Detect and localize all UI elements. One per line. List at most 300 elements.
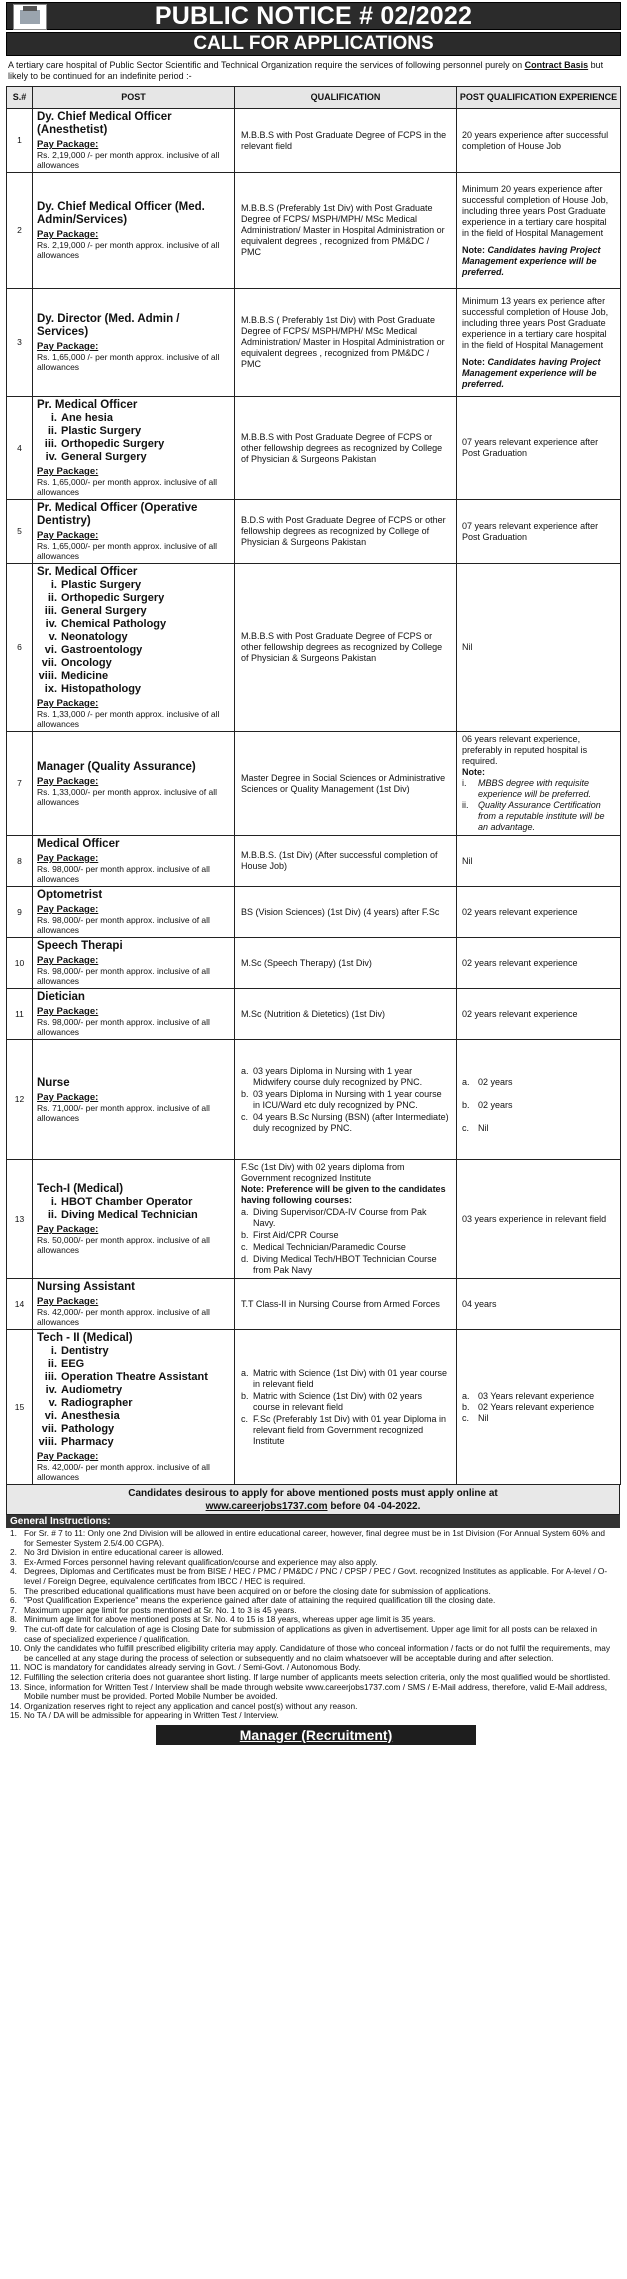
pay-package-value: Rs. 98,000/- per month approx. inclusive of all allowances (37, 915, 210, 935)
instruction-number: 10. (10, 1643, 22, 1654)
row-number: 7 (7, 732, 33, 836)
row-number: 14 (7, 1279, 33, 1330)
qualification-text: M.B.B.S with Post Graduate Degree of FCPS or other fellowship degrees as recognized by College of Physician & Surgeons Pakistan (241, 431, 443, 464)
post-subspecialty (37, 631, 230, 644)
qualification-item (241, 1066, 450, 1088)
row-number: 4 (7, 397, 33, 500)
experience-cell (457, 732, 621, 836)
subspecialty-number: ii. (47, 425, 57, 437)
row-number: 2 (7, 173, 33, 289)
instruction-item (10, 1529, 616, 1548)
subspecialty-name: Audiometry (61, 1384, 123, 1396)
subspecialty-name: Ane hesia (61, 412, 113, 424)
post-cell (33, 173, 235, 289)
subspecialty-number: iii. (44, 605, 57, 617)
experience-cell (457, 173, 621, 289)
subspecialty-number: ii. (47, 592, 57, 604)
instruction-text: Organization reserves right to reject any application and cancel post(s) without any reason. (24, 1700, 358, 1711)
instruction-text: Minimum age limit for above mentioned posts at Sr. No. 4 to 15 is 18 years, whereas upper age limit is 35 years. (24, 1614, 436, 1625)
experience-cell (457, 1330, 621, 1485)
pay-package-label: Pay Package: (37, 530, 99, 541)
instruction-text: Degrees, Diplomas and Certificates must be from BISE / HEC / PMC / PM&DC / PNC / CPSP / PEC / Govt. recognized Institutes as applicable. For A-level / O-level / Foreign Degree, equivalence certificates from IBCC / HEC is required. (24, 1566, 608, 1586)
pay-package-value: Rs. 1,65,000/- per month approx. inclusive of all allowances (37, 541, 218, 561)
row-number: 10 (7, 938, 33, 989)
qualification-cell (235, 289, 457, 397)
subspecialty-name: Gastroentology (61, 644, 143, 656)
table-row (7, 564, 621, 732)
pay-package-label: Pay Package: (37, 1091, 99, 1103)
apply-online-band: Candidates desirous to apply for above mentioned posts must apply online at www.careerjobs1737.com before 04 -04-2022. (6, 1485, 620, 1515)
item-text: Nil (478, 1123, 489, 1133)
post-subspecialty (37, 670, 230, 683)
instruction-text: Only the candidates who fulfill prescribed eligibility criteria may apply. Candidature of those who conceal information / facts or do not fulfil the requirements, may be cancelled at any stage during the process of selection or subsequently and no claim whatsoever will be acceptable during and after selection. (24, 1643, 610, 1663)
instruction-text: Ex-Armed Forces personnel having relevant qualification/course and experience may also apply. (24, 1556, 378, 1567)
item-marker: a. (462, 1390, 470, 1401)
instructions-list (6, 1528, 620, 1721)
item-marker: a. (241, 1066, 249, 1076)
pay-package-value: Rs. 1,65,000/- per month approx. inclusive of all allowances (37, 477, 218, 497)
instruction-number: 14. (10, 1700, 22, 1711)
item-marker: b. (462, 1100, 470, 1110)
item-text: Diving Supervisor/CDA-IV Course from Pak Navy. (253, 1207, 427, 1228)
experience-item (462, 1413, 615, 1424)
qualification-cell (235, 397, 457, 500)
post-cell (33, 732, 235, 836)
pay-package-label: Pay Package: (37, 698, 99, 709)
subspecialty-number: iv. (45, 451, 57, 463)
subspecialty-number: vi. (44, 644, 57, 656)
instruction-item (10, 1625, 616, 1644)
qualification-text: T.T Class-II in Nursing Course from Armed Forces (241, 1298, 440, 1309)
instruction-number: 1. (10, 1528, 17, 1538)
table-row (7, 109, 621, 173)
subspecialty-number: iv. (45, 618, 57, 630)
post-title: Dy. Director (Med. Admin / Services) (37, 313, 180, 338)
pay-package-label: Pay Package: (37, 1451, 99, 1462)
table-row (7, 397, 621, 500)
post-cell (33, 1040, 235, 1160)
experience-text: 06 years relevant experience, preferably in reputed hospital is required. (462, 734, 588, 766)
instruction-text: The cut-off date for calculation of age is Closing Date for submission of applications as given in advertisement. Upper age limit for all posts can be relaxed in case of specialized experience / qualification. (24, 1623, 598, 1644)
row-number: 1 (7, 109, 33, 173)
subspecialty-number: v. (48, 631, 57, 643)
item-marker: a. (241, 1207, 249, 1217)
pay-package-label: Pay Package: (37, 1006, 99, 1017)
pay-package-value: Rs. 98,000/- per month approx. inclusive of all allowances (37, 864, 210, 884)
item-text: 02 Years relevant experience (478, 1401, 595, 1412)
qualification-cell (235, 564, 457, 732)
post-subspecialty (37, 425, 230, 438)
qualification-text: M.B.B.S ( Preferably 1st Div) with Post Graduate Degree of FCPS/ MSPH/MPH/ MSc Medical Administration/ Master in Hospital Administration or equivalent degrees , recognized from PM&DC / PMC (241, 315, 445, 369)
post-cell (33, 564, 235, 732)
item-text: 02 years (478, 1100, 513, 1110)
subspecialty-name: General Surgery (61, 605, 147, 617)
col-header-qualification: QUALIFICATION (235, 87, 457, 109)
pay-package-value: Rs. 71,000/- per month approx. inclusive of all allowances (37, 1102, 210, 1123)
pay-package-label: Pay Package: (37, 229, 99, 240)
post-cell (33, 887, 235, 938)
qualification-text: M.Sc (Speech Therapy) (1st Div) (241, 957, 372, 968)
instruction-number: 7. (10, 1604, 17, 1615)
subspecialty-number: v. (48, 1397, 57, 1409)
pay-package-label: Pay Package: (37, 139, 99, 150)
subspecialty-number: ii. (47, 1209, 57, 1221)
organization-logo-icon (13, 4, 47, 30)
instruction-text: Maximum upper age limit for posts mentioned at Sr. No. 1 to 3 is 45 years. (24, 1604, 297, 1615)
table-header-row (7, 87, 621, 109)
post-title: Manager (Quality Assurance) (37, 760, 196, 773)
instruction-text: The prescribed educational qualifications must have been acquired on or before the closing date for submission of applications. (24, 1585, 491, 1596)
qualification-cell (235, 836, 457, 887)
qualification-cell (235, 732, 457, 836)
subspecialty-name: Medicine (61, 670, 109, 682)
post-title: Tech-I (Medical) (37, 1183, 124, 1195)
table-row (7, 289, 621, 397)
subspecialty-name: Anesthesia (61, 1410, 120, 1422)
qualification-item (241, 1254, 450, 1276)
post-subspecialty (37, 683, 230, 696)
pay-package-value: Rs. 98,000/- per month approx. inclusive of all allowances (37, 1017, 210, 1037)
instruction-number: 8. (10, 1614, 17, 1625)
pay-package-label: Pay Package: (37, 466, 99, 477)
item-marker: b. (241, 1391, 249, 1401)
experience-text: Nil (462, 642, 473, 652)
subspecialty-name: Oncology (61, 657, 112, 669)
item-text: 03 years Diploma in Nursing with 1 year Midwifery course duly recognized by PNC. (253, 1066, 423, 1087)
experience-cell (457, 989, 621, 1040)
row-number: 8 (7, 836, 33, 887)
instruction-number: 12. (10, 1671, 22, 1682)
qualification-cell (235, 500, 457, 564)
post-subspecialty (37, 1358, 230, 1371)
post-subspecialty (37, 1371, 230, 1384)
pay-package-value: Rs. 1,65,000 /- per month approx. inclusive of all allowances (37, 352, 220, 372)
signatory: Manager (Recruitment) (239, 1726, 393, 1743)
apply-link[interactable]: www.careerjobs1737.com (205, 1501, 328, 1512)
qualification-text: M.B.B.S with Post Graduate Degree of FCPS in the relevant field (241, 129, 447, 151)
col-header-post: POST (33, 87, 235, 109)
subspecialty-name: Operation Theatre Assistant (61, 1371, 208, 1383)
item-text: Quality Assurance Certification from a reputable institute will be an advantage. (478, 800, 605, 832)
post-subspecialty (37, 1423, 230, 1436)
instruction-number: 3. (10, 1556, 17, 1567)
post-subspecialty (37, 1397, 230, 1410)
subspecialty-number: iii. (44, 1371, 57, 1383)
instruction-number: 2. (10, 1547, 17, 1558)
pay-package-label: Pay Package: (37, 1296, 99, 1307)
item-text: 02 years (478, 1077, 513, 1087)
post-title: Tech - II (Medical) (37, 1332, 133, 1344)
item-text: Medical Technician/Paramedic Course (253, 1242, 406, 1252)
post-title: Sr. Medical Officer (37, 566, 138, 578)
table-row (7, 173, 621, 289)
experience-cell (457, 564, 621, 732)
experience-cell (457, 1160, 621, 1279)
notice-title: PUBLIC NOTICE # 02/2022 (154, 1, 473, 30)
qualification-note (241, 1184, 450, 1206)
post-subspecialty (37, 438, 230, 451)
instruction-text: No 3rd Division in entire educational career is allowed. (24, 1547, 224, 1558)
pay-package-value: Rs. 1,33,000 /- per month approx. inclusive of all allowances (37, 709, 220, 729)
item-text: 04 years B.Sc Nursing (BSN) (after Intermediate) duly recognized by PNC. (253, 1112, 449, 1133)
signature-band (156, 1725, 476, 1745)
subspecialty-number: vii. (41, 657, 57, 669)
item-text: MBBS degree with requisite experience will be preferred. (478, 778, 592, 799)
qualification-text: B.D.S with Post Graduate Degree of FCPS or other fellowship degrees as recognized by College of Physician & Surgeons Pakistan (241, 515, 446, 547)
subspecialty-number: i. (50, 412, 57, 424)
item-marker: a. (462, 1077, 470, 1087)
experience-cell (457, 938, 621, 989)
subspecialty-number: iii. (44, 438, 57, 450)
subspecialty-name: Orthopedic Surgery (61, 592, 165, 604)
table-row (7, 500, 621, 564)
post-subspecialty (37, 451, 230, 464)
post-subspecialty (37, 618, 230, 631)
qualification-cell (235, 1040, 457, 1160)
post-subspecialty (37, 1209, 230, 1222)
pay-package-label: Pay Package: (37, 775, 99, 787)
post-title: Dy. Chief Medical Officer (Med. Admin/Services) (37, 201, 205, 226)
post-cell (33, 938, 235, 989)
post-title: Optometrist (37, 889, 103, 901)
qualification-cell (235, 173, 457, 289)
subspecialty-name: Chemical Pathology (61, 618, 167, 630)
row-number: 3 (7, 289, 33, 397)
post-subspecialty (37, 1410, 230, 1423)
post-subspecialty (37, 605, 230, 618)
subspecialty-number: vii. (41, 1423, 57, 1435)
experience-item (462, 1077, 615, 1088)
post-title: Dietician (37, 991, 85, 1003)
pay-package-value: Rs. 2,19,000 /- per month approx. inclusive of all allowances (37, 150, 220, 170)
item-text: 03 Years relevant experience (478, 1390, 595, 1401)
post-title: Pr. Medical Officer (Operative Dentistry) (37, 502, 198, 527)
qualification-item (241, 1207, 450, 1229)
table-row (7, 1279, 621, 1330)
experience-cell (457, 1279, 621, 1330)
post-subspecialty (37, 1384, 230, 1397)
experience-cell (457, 887, 621, 938)
qualification-text: M.B.B.S (Preferably 1st Div) with Post Graduate Degree of FCPS/ MSPH/MPH/ MSc Medical Administration/ Master in Hospital Administration or equivalent degrees , recognized from PM&DC / PMC (241, 203, 445, 257)
item-text: First Aid/CPR Course (253, 1230, 339, 1240)
experience-cell (457, 1040, 621, 1160)
qualification-text: M.Sc (Nutrition & Dietetics) (1st Div) (241, 1008, 386, 1019)
experience-cell (457, 836, 621, 887)
experience-item (462, 1402, 615, 1413)
post-cell (33, 989, 235, 1040)
post-cell (33, 500, 235, 564)
experience-text: 04 years (462, 1298, 497, 1309)
instruction-number: 4. (10, 1566, 17, 1577)
item-text: Diving Medical Tech/HBOT Technician Course from Pak Navy (253, 1254, 437, 1275)
note-text: Preference will be given to the candidates having following courses: (241, 1184, 446, 1205)
post-cell (33, 1160, 235, 1279)
row-number: 11 (7, 989, 33, 1040)
instruction-number: 5. (10, 1585, 17, 1596)
item-marker: c. (241, 1242, 249, 1252)
qualification-item (241, 1230, 450, 1241)
item-marker: b. (462, 1401, 470, 1412)
post-title: Nurse (37, 1076, 70, 1089)
post-cell (33, 397, 235, 500)
instruction-number: 11. (10, 1662, 21, 1673)
instruction-text: No TA / DA will be admissible for appearing in Written Test / Interview. (24, 1710, 279, 1721)
subspecialty-number: vi. (44, 1410, 57, 1422)
post-cell (33, 109, 235, 173)
item-marker: c. (462, 1123, 470, 1133)
note-label: Note: (241, 1184, 264, 1194)
subspecialty-name: Dentistry (61, 1345, 109, 1357)
qualification-item (241, 1242, 450, 1253)
experience-item (462, 1391, 615, 1402)
col-header-experience: POST QUALIFICATION EXPERIENCE (457, 87, 621, 109)
pay-package-label: Pay Package: (37, 853, 99, 864)
item-marker: b. (241, 1230, 249, 1240)
pay-package-value: Rs. 42,000/- per month approx. inclusive of all allowances (37, 1462, 210, 1482)
subtitle-band (6, 32, 621, 56)
qualification-cell (235, 1279, 457, 1330)
table-row (7, 1330, 621, 1485)
item-marker: i. (462, 778, 467, 788)
row-number: 15 (7, 1330, 33, 1485)
note-label: Note: (462, 244, 485, 255)
post-subspecialty (37, 1436, 230, 1449)
instruction-number: 6. (10, 1595, 17, 1606)
item-text: Matric with Science (1st Div) with 02 years course in relevant field (253, 1391, 423, 1412)
experience-text: 02 years relevant experience (462, 1008, 578, 1019)
instructions-title: General Instructions: (6, 1515, 620, 1528)
note-text: Candidates having Project Management experience will be preferred. (462, 356, 601, 389)
qualification-cell (235, 109, 457, 173)
subspecialty-number: viii. (38, 1436, 57, 1448)
item-text: Nil (478, 1412, 489, 1423)
experience-item (462, 800, 615, 833)
experience-item (462, 1123, 615, 1134)
table-row (7, 732, 621, 836)
item-marker: c. (241, 1414, 249, 1424)
subspecialty-name: Pharmacy (61, 1436, 114, 1448)
qualification-cell (235, 989, 457, 1040)
experience-note (462, 245, 615, 278)
instruction-item (10, 1711, 616, 1721)
post-title: Nursing Assistant (37, 1281, 135, 1293)
table-row (7, 1040, 621, 1160)
qualification-cell (235, 887, 457, 938)
subspecialty-number: i. (50, 1196, 57, 1208)
post-subspecialty (37, 592, 230, 605)
qualification-text: M.B.B.S. (1st Div) (After successful completion of House Job) (241, 850, 438, 871)
item-text: F.Sc (Preferably 1st Div) with 01 year Diploma in relevant field from Government recognized Institute (253, 1414, 447, 1446)
experience-text: 07 years relevant experience after Post Graduation (462, 437, 599, 458)
post-title: Medical Officer (37, 838, 120, 850)
qualification-cell (235, 938, 457, 989)
pay-package-label: Pay Package: (37, 341, 99, 352)
post-cell (33, 1330, 235, 1485)
table-row (7, 887, 621, 938)
table-row (7, 836, 621, 887)
experience-note (462, 357, 615, 390)
experience-text: 03 years experience in relevant field (462, 1213, 607, 1224)
post-cell (33, 289, 235, 397)
row-number: 6 (7, 564, 33, 732)
subspecialty-name: Pathology (61, 1423, 115, 1435)
notice-title-band (6, 2, 621, 30)
experience-cell (457, 289, 621, 397)
post-title: Pr. Medical Officer (37, 399, 138, 411)
qualification-item (241, 1391, 450, 1413)
subspecialty-number: ix. (44, 683, 57, 695)
subspecialty-name: Orthopedic Surgery (61, 438, 165, 450)
post-subspecialty (37, 412, 230, 425)
item-text: 03 years Diploma in Nursing with 1 year course in ICU/Ward etc duly recognized by PNC. (253, 1089, 442, 1110)
post-title: Speech Therapi (37, 940, 123, 952)
experience-text: 02 years relevant experience (462, 906, 578, 917)
note-label: Note: (462, 767, 485, 777)
experience-text: Minimum 20 years experience after successful completion of House Job, including three years Post Graduate experience in a tertiary care hospital in the field of Hospital Management (462, 183, 609, 238)
instruction-number: 9. (10, 1623, 17, 1634)
experience-cell (457, 397, 621, 500)
pay-package-value: Rs. 98,000/- per month approx. inclusive of all allowances (37, 966, 210, 986)
post-subspecialty (37, 644, 230, 657)
post-cell (33, 836, 235, 887)
pay-package-value: Rs. 50,000/- per month approx. inclusive of all allowances (37, 1235, 210, 1255)
qualification-text: F.Sc (1st Div) with 02 years diploma from Government recognized Institute (241, 1162, 405, 1183)
experience-text: 20 years experience after successful completion of House Job (462, 129, 609, 151)
notice-subtitle: CALL FOR APPLICATIONS (193, 33, 434, 54)
subspecialty-name: Histopathology (61, 683, 142, 695)
experience-text: Minimum 13 years ex perience after successful completion of House Job, including three years Post Graduate experience in a tertiary care hospital in the field of Hospital Management (462, 295, 609, 350)
pay-package-label: Pay Package: (37, 955, 99, 966)
pay-package-value: Rs. 1,33,000/- per month approx. inclusive of all allowances (37, 786, 218, 807)
instruction-text: "Post Qualification Experience" means the experience gained after date of attaining the required qualification till the closing date. (24, 1595, 496, 1606)
qualification-text: BS (Vision Sciences) (1st Div) (4 years) after F.Sc (241, 906, 440, 917)
col-header-sr: S.# (7, 87, 33, 109)
item-marker: c. (462, 1412, 470, 1423)
instruction-number: 15. (10, 1710, 22, 1721)
subspecialty-number: ii. (47, 1358, 57, 1370)
instruction-text: Since, information for Written Test / Interview shall be made through website www.careerjobs1737.com / SMS / E-Mail address, therefore, valid E-Mail address, Mobile number must be provided. Ported Mobile Number be avoided. (24, 1681, 608, 1702)
subspecialty-name: Neonatology (61, 631, 128, 643)
post-cell (33, 1279, 235, 1330)
experience-cell (457, 500, 621, 564)
qualification-item (241, 1368, 450, 1390)
experience-text: 02 years relevant experience (462, 957, 578, 968)
post-subspecialty (37, 1196, 230, 1209)
qualification-item (241, 1414, 450, 1447)
table-row (7, 989, 621, 1040)
item-marker: b. (241, 1089, 249, 1099)
qualification-text: M.B.B.S with Post Graduate Degree of FCPS or other fellowship degrees as recognized by College of Physician & Surgeons Pakistan (241, 631, 443, 663)
experience-item (462, 778, 615, 800)
post-subspecialty (37, 579, 230, 592)
pay-package-label: Pay Package: (37, 1224, 99, 1235)
experience-text: 07 years relevant experience after Post Graduation (462, 520, 599, 542)
post-subspecialty (37, 657, 230, 670)
subspecialty-name: EEG (61, 1358, 85, 1370)
row-number: 5 (7, 500, 33, 564)
qualification-text: Master Degree in Social Sciences or Administrative Sciences or Quality Management (1st Div) (241, 772, 446, 794)
qualification-cell (235, 1330, 457, 1485)
experience-cell (457, 109, 621, 173)
row-number: 12 (7, 1040, 33, 1160)
subspecialty-number: i. (50, 1345, 57, 1357)
item-text: Matric with Science (1st Div) with 01 year course in relevant field (253, 1368, 448, 1389)
experience-text: Nil (462, 855, 473, 866)
subspecialty-name: Radiographer (61, 1397, 133, 1409)
subspecialty-name: Plastic Surgery (61, 579, 142, 591)
table-row (7, 1160, 621, 1279)
subspecialty-number: iv. (45, 1384, 57, 1396)
